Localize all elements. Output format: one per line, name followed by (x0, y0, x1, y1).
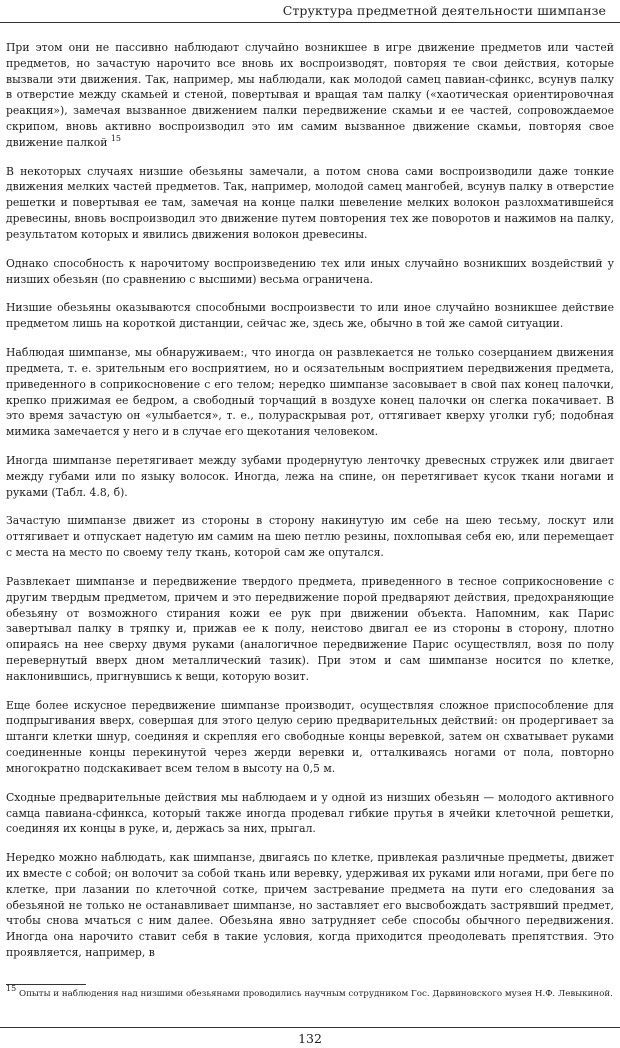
footnote-number: 15 (6, 984, 17, 993)
paragraph: Наблюдая шимпанзе, мы обнаруживаем:, что иногда он развлекается не только созерцанием движения предмета, т. е. зрительным его восприятием, но и осязательным восприятием передвижения предмета, приведенного в соприкосновение с его телом; нередко шимпанзе засовывает в свой пах конец палочки, крепко прижимая ее бедром, а свободный торчащий в воздухе конец палочки он слегка покачивает. В это время зачастую он «улыбается», т. е., полураскрывая рот, оттягивает кверху уголки губ; подобная мимика замечается у него и в случае его щекотания человеком. (6, 346, 614, 439)
running-header (0, 0, 620, 22)
paragraph: Нередко можно наблюдать, как шимпанзе, двигаясь по клетке, привлекая различные предметы, движет их вместе с собой; он волочит за собой ткань или веревку, удерживая их руками или ногами, при беге по клетке, при лазании по клеточной сотке, причем застревание предмета на пути его следования за обезьяной не только не останавливает шимпанзе, но заставляет его высвобождать застрявший предмет, чтобы снова мчаться с ним далее. Обезьяна явно затрудняет себе способы обычного передвижения. Иногда она нарочито ставит себя в такие условия, когда приходится преодолевать препятствия. Это проявляется, например, в (6, 851, 614, 959)
footer-rule (0, 1027, 620, 1028)
paragraph (6, 40, 614, 151)
paragraph-text: При этом они не пассивно наблюдают случайно возникшее в игре движение предметов или частей предметов, но зачастую нарочито все вновь их воспроизводят, повторяя те свои действия, которые вызвали эти движения. Так, например, мы наблюдали, как молодой самец павиан-сфинкс, всунув палку в отверстие между скамьей и стеной, повертывая и вращая там палку («хаотическая ориентировочная реакция»), замечая вызванное движением палки передвижение скамьи и ее частей, сопровождаемое скрипом, вновь активно воспроизводил это им самим вызванное движение скамьи, повторяя свое движение палкой (6, 41, 614, 149)
paragraph: В некоторых случаях низшие обезьяны замечали, а потом снова сами воспроизводили даже тонкие движения мелких частей предметов. Так, например, молодой самец мангобей, всунув палку в отверстие решетки и повертывая ее там, замечая на конце палки шевеление мелких волокон разлохматившейся древесины, вновь воспроизводил это движение путем повторения тех же поворотов и нажимов на палку, результатом которых и явились движения волокон древесины. (6, 164, 614, 241)
paragraph: Сходные предварительные действия мы наблюдаем и у одной из низших обезьян — молодого активного самца павиана-сфинкса, который также иногда продевал гибкие прутья в ячейки клеточной решетки, соединяя их концы в руке, и, держась за них, прыгал. (6, 790, 614, 836)
page-number: 132 (298, 1031, 322, 1046)
running-title: Структура предметной деятельности шимпанзе (282, 3, 606, 18)
footnote-text: Опыты и наблюдения над низшими обезьянами проводились научным сотрудником Гос. Дарвиновского музея Н.Ф. Левыкиной. (18, 989, 613, 999)
paragraph: Иногда шимпанзе перетягивает между зубами продернутую ленточку древесных стружек или двигает между губами или по языку волосок. Иногда, лежа на спине, он перетягивает кусок ткани ногами и руками (Табл. 4.8, б). (6, 454, 614, 499)
paragraph: Низшие обезьяны оказываются способными воспроизвести то или иное случайно возникшее действие предметом лишь на короткой дистанции, сейчас же, здесь же, обычно в той же самой ситуации. (6, 301, 614, 331)
header-rule (0, 22, 620, 23)
footnote (6, 984, 616, 1001)
paragraph: Зачастую шимпанзе движет из стороны в сторону накинутую им себе на шею тесьму, лоскут или оттягивает и отпускает надетую им самим на шею петлю резины, похлопывая себя ею, или перемещает с места на место по своему телу ткань, которой сам же опутался. (6, 514, 614, 560)
body-text (6, 40, 614, 974)
paragraph: Однако способность к нарочитому воспроизведению тех или иных случайно возникших воздействий у низших обезьян (по сравнению с высшими) весьма ограничена. (6, 256, 614, 286)
paragraph: Развлекает шимпанзе и передвижение твердого предмета, приведенного в тесное соприкосновение с другим твердым предметом, причем и это передвижение порой предваряют действия, предохраняющие обезьяну от возможного стирания кожи ее рук при движении объекта. Напомним, как Парис завертывал палку в тряпку и, прижав ее к полу, неистово двигал ее из стороны в сторону, плотно опираясь на нее сверху двумя руками (аналогичное передвижение Парис осуществлял, возя по полу перевернутый вверх дном металлический тазик). При этом и сам шимпанзе носится по клетке, наклонившись, пригнувшись к вещи, которую возит. (6, 574, 614, 683)
footnote-ref[interactable]: 15 (110, 133, 122, 143)
paragraph: Еще более искусное передвижение шимпанзе производит, осуществляя сложное приспособление для подпрыгивания вверх, совершая для этого целую серию предварительных действий: он продергивает за штанги клетки шнур, соединяя и скрепляя его свободные концы веревкой, затем он схватывает руками соединенные концы перекинутой через жерди веревки и, отталкиваясь ногами от пола, повторно многократно подскакивает всем телом в высоту на 0,5 м. (6, 698, 614, 775)
footnote-rule (6, 984, 86, 985)
